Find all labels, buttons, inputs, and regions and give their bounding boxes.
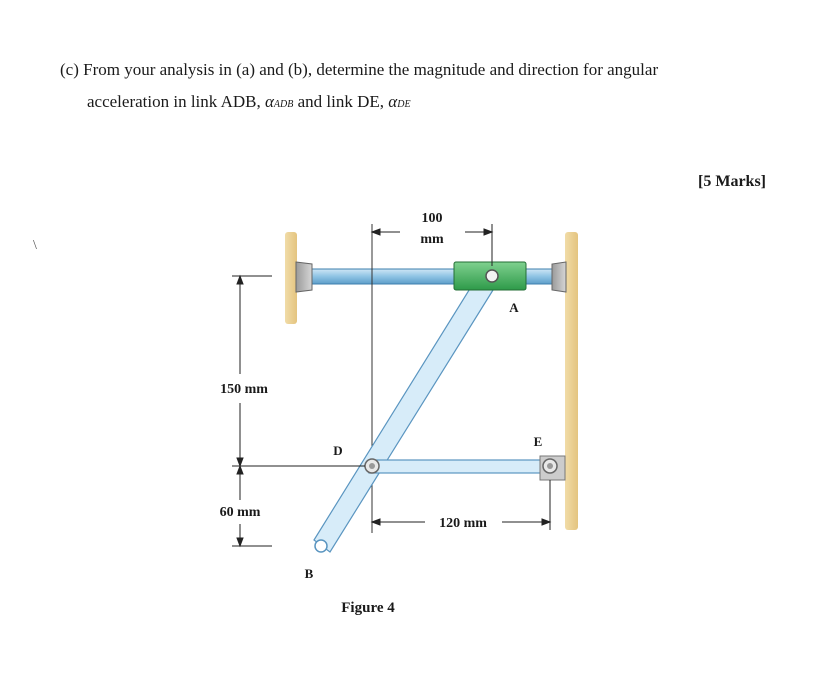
end-b — [315, 540, 327, 552]
dimension-60mm: 60 mm — [219, 505, 261, 520]
left-wall — [285, 232, 297, 324]
question-line-2-mid: and link DE, — [293, 92, 389, 111]
marks-label: [5 Marks] — [698, 173, 766, 190]
label-e: E — [533, 434, 543, 449]
label-a: A — [509, 300, 519, 315]
dimension-120mm: 120 mm — [439, 516, 487, 531]
left-rod-mount — [296, 262, 312, 292]
alpha-adb: αADB — [264, 92, 294, 111]
right-rod-mount — [552, 262, 566, 292]
question-line-2-prefix: acceleration in link ADB, — [87, 92, 265, 111]
label-d: D — [333, 443, 343, 458]
dimension-100-unit: mm — [420, 232, 444, 247]
figure-caption: Figure 4 — [341, 600, 395, 616]
dimension-100-value: 100 — [421, 211, 443, 226]
dimension-150mm: 150 mm — [220, 382, 268, 397]
pin-a — [486, 270, 498, 282]
alpha-de: αDE — [388, 92, 411, 111]
stray-mark: \ — [33, 238, 37, 253]
right-wall — [565, 232, 578, 530]
question-line-1: (c) From your analysis in (a) and (b), determine the magnitude and direction for angular — [60, 60, 659, 79]
link-de — [369, 460, 554, 473]
link-adb — [314, 266, 498, 552]
label-b: B — [304, 566, 314, 581]
